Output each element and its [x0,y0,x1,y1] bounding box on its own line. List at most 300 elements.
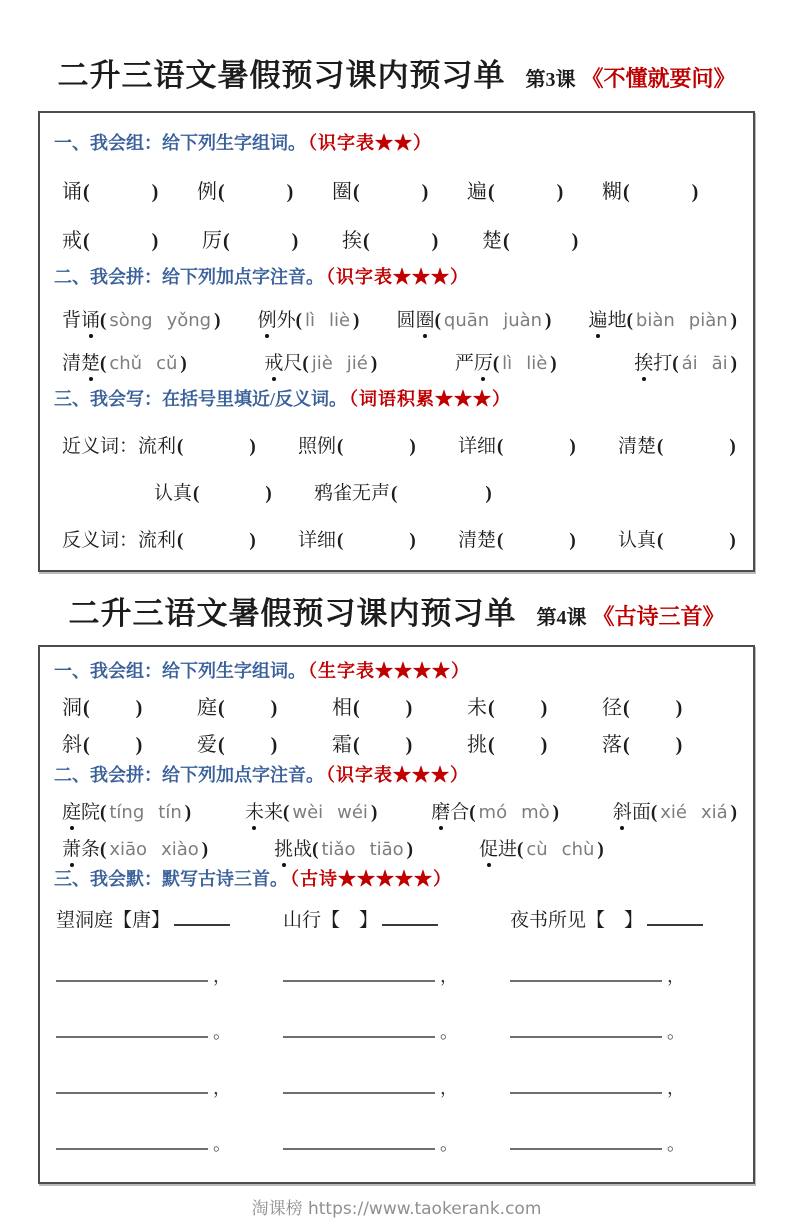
pinyin-option: jié [346,353,368,374]
pinyin-word-char: 战 [293,839,313,860]
pinyin-item [62,797,191,824]
poem-title: 望洞庭 [56,910,114,931]
close-paren: ) [405,697,413,719]
poem-line-punctuation: ， [213,966,231,986]
zuci-character: 糊 [602,181,622,203]
lesson-number: 第3课 [525,69,576,91]
nearword-item [458,431,618,458]
open-paren: ( [626,310,633,331]
close-paren: ) [405,734,413,756]
poem-title: 夜书所见 [510,910,587,931]
pinyin-item [62,305,220,332]
close-paren: ) [291,230,299,252]
pinyin-word [62,802,100,823]
poem-line-blank [283,1137,435,1150]
close-paren: ) [406,839,413,860]
zuci-item [332,175,467,204]
nearword-item [314,478,492,505]
poem-column [510,905,737,932]
nearword-row-label: 近义词： [62,436,139,457]
open-paren: ( [100,802,107,823]
poem-blank-column [56,962,283,988]
nearword-row [62,431,737,458]
nearword-item [298,431,458,458]
open-paren: ( [650,802,658,823]
close-paren: ) [180,353,187,374]
close-paren: ) [675,697,683,719]
poet-name-blank [174,911,230,926]
section-heading-text: 二、我会拼：给下列加点字注音。 [54,267,324,287]
nearword-word: 认真 [154,483,193,504]
close-paren: ) [135,734,143,756]
pinyin-word-char: 背 [62,310,82,331]
author-bracket-close: 】 [359,910,379,931]
open-paren: ( [353,734,360,756]
close-paren: ) [675,734,683,756]
poem-blank-column [510,1018,737,1044]
sheet-title-text: 二升三语文暑假预习课内预习单 [68,596,517,631]
open-paren: ( [391,483,398,504]
zuci-character: 径 [602,697,622,719]
sheet-title-text: 二升三语文暑假预习课内预习单 [57,58,506,93]
nearword-word: 鸦雀无声 [314,483,391,504]
poem-line-blank [510,1137,662,1150]
nearword-word: 详细 [458,436,497,457]
open-paren: ( [218,734,225,756]
open-paren: ( [492,353,500,374]
pinyin-word [479,839,517,860]
zuci-character: 遍 [467,181,487,203]
zuci-item [197,691,332,720]
pinyin-option: āi [711,353,728,374]
poem-line-blank [510,969,662,982]
close-paren: ) [556,181,564,203]
poem-column [283,905,510,932]
section-star-tag: （识字表★★★） [326,765,469,785]
nearword-word: 流利 [138,530,177,551]
zuci-row [62,691,737,720]
pinyin-word-char: 遍 [589,305,608,332]
pinyin-option: liè [328,310,351,331]
pinyin-option: mò [521,802,550,823]
open-paren: ( [488,697,495,719]
open-paren: ( [353,697,360,719]
pinyin-word-char: 打 [653,353,673,374]
worksheet-box [38,111,755,572]
worksheet-page [0,50,793,1184]
section-star-tag: （生字表★★★★） [308,661,470,681]
pinyin-word-char: 斜 [613,797,632,824]
sheet-title [0,50,793,95]
pinyin-item [613,797,737,824]
pinyin-word [431,802,469,823]
close-paren: ) [270,734,278,756]
close-paren: ) [729,530,736,551]
section-heading [54,657,737,683]
pinyin-word [264,353,302,374]
poem-line-blank [56,969,208,982]
open-paren: ( [83,697,90,719]
poem-blank-column [56,1130,283,1156]
section-heading [54,263,737,289]
zuci-item [467,175,602,204]
pinyin-option: chù [561,839,595,860]
pinyin-item [62,348,187,375]
close-paren: ) [571,230,579,252]
poet-name-blank [382,911,438,926]
author-bracket-open: 【 [113,910,133,931]
poem-line-punctuation: 。 [213,1022,231,1042]
close-paren: ) [540,697,548,719]
pinyin-word-char: 圆 [396,310,416,331]
zuci-item [62,728,197,757]
poem-line-punctuation: 。 [213,1134,231,1154]
close-paren: ) [550,353,557,374]
poem-author: 唐 [132,910,152,931]
close-paren: ) [485,483,492,504]
zuci-character: 落 [602,734,622,756]
pinyin-word-char: 严 [454,353,474,374]
zuci-item [467,728,602,757]
open-paren: ( [193,483,200,504]
pinyin-word-char: 尺 [283,353,303,374]
zuci-item [197,728,332,757]
open-paren: ( [83,230,90,252]
close-paren: ) [409,530,416,551]
pinyin-option: yǒng [166,310,212,331]
close-paren: ) [552,802,559,823]
pinyin-option: wèi [292,802,324,823]
open-paren: ( [657,436,664,457]
pinyin-item [274,834,413,861]
section-heading-text: 一、我会组：给下列生字组词。 [54,661,306,681]
close-paren: ) [691,181,699,203]
pinyin-word-char: 挨 [634,348,653,375]
close-paren: ) [249,436,256,457]
zuci-character: 例 [197,181,217,203]
section-heading [54,385,737,411]
close-paren: ) [569,530,576,551]
author-bracket-close: 】 [624,910,644,931]
zuci-character: 挑 [467,734,487,756]
pinyin-word-char: 进 [498,839,518,860]
pinyin-option: piàn [688,310,728,331]
section-star-tag: （词语积累★★★） [349,389,511,409]
pinyin-word [455,353,493,374]
zuci-item [482,224,622,253]
close-paren: ) [730,353,737,374]
close-paren: ) [270,697,278,719]
nearword-word: 详细 [298,530,337,551]
poem-line-punctuation: 。 [440,1134,458,1154]
section-heading-text: 一、我会组：给下列生字组词。 [54,133,306,153]
pinyin-option: quān [443,310,490,331]
poem-line-blank [510,1081,662,1094]
open-paren: ( [337,530,344,551]
poem-blank-column [56,1074,283,1100]
nearword-item [458,525,618,552]
open-paren: ( [657,530,664,551]
zuci-item [62,691,197,720]
poem-line-punctuation: ， [440,1078,458,1098]
pinyin-option: xiào [161,839,199,860]
close-paren: ) [597,839,604,860]
zuci-character: 斜 [62,734,82,756]
zuci-item [62,224,202,253]
open-paren: ( [295,310,302,331]
open-paren: ( [623,734,630,756]
footer-watermark: 淘课榜 https://www.taokerank.com [251,1199,542,1219]
nearword-word: 清楚 [458,530,497,551]
pinyin-word-char: 萧 [62,834,81,861]
nearword-word: 流利 [138,436,177,457]
pinyin-item [479,834,604,861]
pinyin-word-char: 厉 [474,348,493,375]
nearword-row [62,478,737,505]
zuci-item [602,691,737,720]
close-paren: ) [729,436,736,457]
pinyin-option: tiǎo [321,839,356,860]
nearword-row-label: 反义词： [62,530,139,551]
open-paren: ( [218,697,225,719]
close-paren: ) [265,483,272,504]
lesson-name: 《不懂就要问》 [581,66,736,91]
open-paren: ( [517,839,524,860]
nearword-word: 清楚 [618,436,657,457]
zuci-row [62,175,737,204]
open-paren: ( [218,181,225,203]
nearword-word: 照例 [298,436,337,457]
open-paren: ( [83,181,90,203]
sheet-title [0,588,793,633]
section-star-tag: （识字表★★★） [326,267,469,287]
pinyin-option: wéi [337,802,368,823]
nearword-row-label [62,478,154,505]
zuci-item [62,175,197,204]
pinyin-word-char: 圈 [416,305,435,332]
zuci-character: 洞 [62,697,82,719]
poem-blank-column [283,1074,510,1100]
pinyin-item [431,797,559,824]
zuci-item [342,224,482,253]
pinyin-word-char: 地 [607,310,627,331]
close-paren: ) [730,310,737,331]
zuci-item [602,728,737,757]
close-paren: ) [540,734,548,756]
pinyin-word-char: 庭 [62,797,81,824]
nearword-item [298,525,458,552]
open-paren: ( [363,230,370,252]
section-star-tag: （识字表★★） [308,133,432,153]
pinyin-word-char: 楚 [81,348,100,375]
poem-line-punctuation: ， [667,1078,685,1098]
poem-author [605,910,624,931]
zuci-item [197,175,332,204]
poem-blank-column [283,1018,510,1044]
poem-line-blank [283,1025,435,1038]
zuci-row [62,728,737,757]
close-paren: ) [353,310,360,331]
open-paren: ( [623,697,630,719]
pinyin-row [62,348,737,375]
close-paren: ) [184,802,192,823]
pinyin-option: cù [526,839,548,860]
pinyin-option: chǔ [109,353,143,374]
zuci-item [467,691,602,720]
pinyin-item [455,348,557,375]
zuci-character: 爱 [197,734,217,756]
close-paren: ) [421,181,429,203]
poem-author [340,910,359,931]
nearword-word: 认真 [618,530,657,551]
pinyin-word [245,802,283,823]
open-paren: ( [353,181,360,203]
pinyin-option: xiāo [109,839,148,860]
pinyin-option: juàn [503,310,543,331]
section-heading-text: 三、我会默：默写古诗三首。 [54,869,288,889]
pinyin-word-char: 条 [81,839,101,860]
section-heading [54,129,737,155]
close-paren: ) [370,802,378,823]
section-heading [54,865,737,891]
pinyin-word-char: 例 [258,305,277,332]
open-paren: ( [223,230,230,252]
pinyin-word [258,310,296,331]
author-bracket-open: 【 [586,910,606,931]
open-paren: ( [488,181,495,203]
pinyin-word [62,839,100,860]
pinyin-word-char: 院 [81,802,101,823]
zuci-character: 挨 [342,230,362,252]
close-paren: ) [135,697,143,719]
open-paren: ( [503,230,510,252]
pinyin-option: ái [681,353,698,374]
pinyin-item [258,305,360,332]
zuci-item [602,175,737,204]
pinyin-option: mó [478,802,508,823]
section-heading-text: 二、我会拼：给下列加点字注音。 [54,765,324,785]
close-paren: ) [409,436,416,457]
open-paren: ( [337,436,344,457]
poem-blank-column [56,1018,283,1044]
zuci-character: 楚 [482,230,502,252]
close-paren: ) [249,530,256,551]
poem-line-blank [56,1081,208,1094]
poem-blank-row [56,1018,737,1044]
open-paren: ( [177,530,184,551]
poem-line-blank [283,1081,435,1094]
close-paren: ) [569,436,576,457]
pinyin-word [274,839,312,860]
pinyin-word-char: 磨 [431,797,450,824]
zuci-character: 未 [467,697,487,719]
pinyin-option: sòng [109,310,153,331]
close-paren: ) [151,181,159,203]
pinyin-option: jiè [311,353,333,374]
poem-line-blank [56,1137,208,1150]
open-paren: ( [100,839,107,860]
poem-blank-column [510,1074,737,1100]
zuci-character: 相 [332,697,352,719]
zuci-character: 厉 [202,230,222,252]
pinyin-word-char: 面 [631,802,651,823]
pinyin-option: tín [158,802,182,823]
pinyin-word-char: 外 [276,310,296,331]
poem-line-blank [56,1025,208,1038]
close-paren: ) [286,181,294,203]
lesson-name: 《古诗三首》 [592,604,725,629]
pinyin-word-char: 促 [479,834,498,861]
open-paren: ( [434,310,441,331]
poem-blank-column [283,962,510,988]
zuci-item [332,728,467,757]
pinyin-word [634,353,672,374]
pinyin-option: liè [526,353,548,374]
author-bracket-close: 】 [151,910,171,931]
zuci-character: 诵 [62,181,82,203]
close-paren: ) [545,310,552,331]
open-paren: ( [100,353,107,374]
pinyin-option: tíng [109,802,145,823]
pinyin-item [264,348,377,375]
poem-line-punctuation: 。 [667,1134,685,1154]
open-paren: ( [672,353,679,374]
pinyin-row [62,797,737,824]
pinyin-word-char: 合 [450,802,470,823]
nearword-item [618,525,778,552]
pinyin-word [613,802,651,823]
poem-blank-column [510,1130,737,1156]
nearword-item [618,431,778,458]
close-paren: ) [730,802,737,823]
section-heading [54,761,737,787]
pinyin-item [245,797,377,824]
open-paren: ( [177,436,184,457]
close-paren: ) [201,839,209,860]
pinyin-word [62,310,100,331]
pinyin-option: xiá [700,802,728,823]
pinyin-option: xié [660,802,687,823]
zuci-character: 戒 [62,230,82,252]
pinyin-word-char: 挑 [274,834,293,861]
pinyin-word-char: 清 [62,353,82,374]
close-paren: ) [214,310,221,331]
section-star-tag: （古诗★★★★★） [290,869,452,889]
open-paren: ( [488,734,495,756]
open-paren: ( [83,734,90,756]
poem-titles-row [56,905,737,932]
nearword-item [138,431,298,458]
open-paren: ( [497,436,504,457]
open-paren: ( [312,839,319,860]
zuci-row [62,224,737,253]
worksheet-box [38,645,755,1184]
poem-line-punctuation: ， [440,966,458,986]
open-paren: ( [100,310,107,331]
pinyin-item [634,348,737,375]
zuci-item [332,691,467,720]
zuci-character: 圈 [332,181,352,203]
poem-line-punctuation: 。 [667,1022,685,1042]
pinyin-word-char: 戒 [264,348,283,375]
nearword-row [62,525,737,552]
close-paren: ) [431,230,439,252]
close-paren: ) [370,353,378,374]
zuci-item [202,224,342,253]
poem-blank-column [510,962,737,988]
nearword-item [154,478,314,505]
close-paren: ) [151,230,159,252]
